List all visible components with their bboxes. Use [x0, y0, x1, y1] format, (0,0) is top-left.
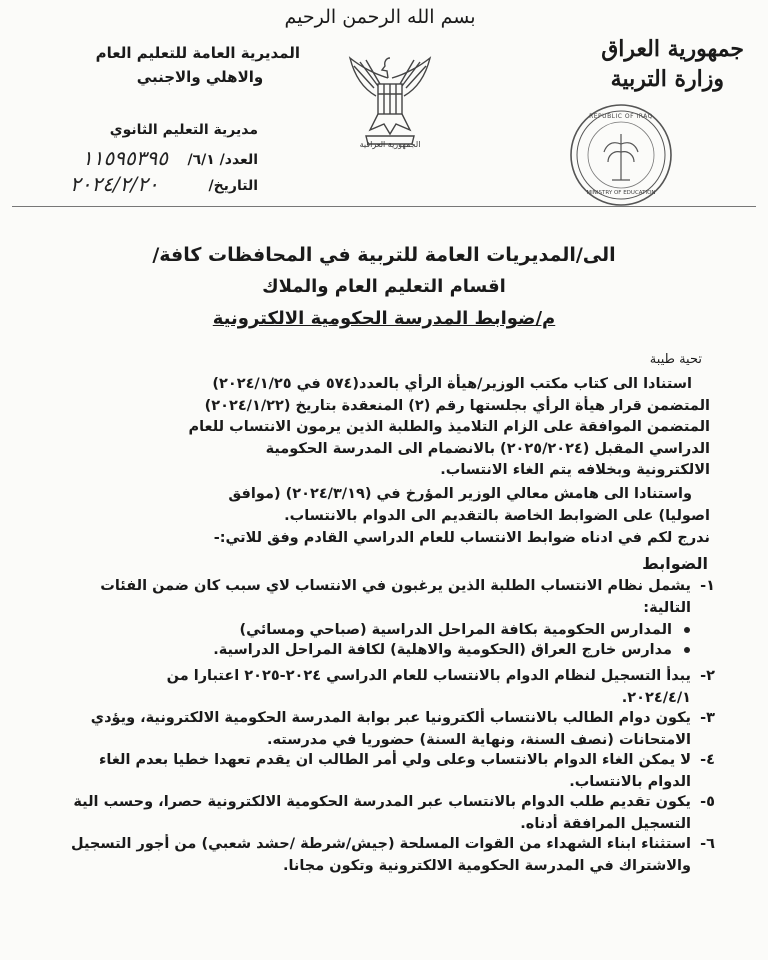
greeting: تحية طيبة [649, 352, 702, 367]
date-label: التاريخ/ [208, 178, 258, 194]
rule-text: استثناء ابناء الشهداء من القوات المسلحة (جيش/شرطة /حشد شعبي) من أجور التسجيل [71, 836, 691, 852]
rule-number: ١- [700, 578, 715, 594]
rule-text: التالية: [643, 599, 691, 616]
paragraph-3 [60, 528, 710, 550]
rule-text: والاشتراك في المدرسة الحكومية الالكترونية وتكون مجانا. [282, 857, 691, 874]
header-divider [12, 206, 756, 207]
rule-number: ٤- [700, 752, 715, 768]
rule-text: التسجيل المرافقة أدناه. [520, 815, 691, 832]
directorate-line2: والاهلي والاجنبي [136, 68, 264, 86]
paragraph-2-line: اصوليا) على الضوابط الخاصة بالتقديم الى الدوام بالانتساب. [284, 507, 710, 524]
seal-top-text: REPUBLIC OF IRAQ [589, 113, 653, 120]
rule-item-4 [55, 750, 715, 793]
rule-text: الامتحانات (نصف السنة، ونهاية السنة) حضوريا في مدرسته. [266, 731, 691, 748]
paragraph-1-line: الالكترونية وبخلافه يتم الغاء الانتساب. [440, 462, 710, 478]
rule-item-5 [55, 792, 715, 835]
paragraph-1-line: المتضمن الموافقة على الزام التلاميذ والطلبة الذين يرمون الانتساب للعام [188, 419, 710, 435]
paragraph-3-line: ندرج لكم في ادناه ضوابط الانتساب للعام الدراسي القادم وفق للاتي:- [213, 530, 710, 546]
rules-title: الضوابط [642, 554, 708, 573]
paragraph-1-line: الدراسي المقبل (٢٠٢٥/٢٠٢٤) بالانضمام الى المدرسة الحكومية [265, 440, 710, 457]
rule-text: يكون دوام الطالب بالانتساب ألكترونيا عبر بوابة المدرسة الحكومية الالكترونية، ويؤدي [90, 710, 691, 726]
number-value: ١١٥٩٥٣٩٥ [82, 146, 168, 170]
rule-item-2 [55, 666, 715, 709]
paragraph-2-line: واستنادا الى هامش معالي الوزير المؤرخ في (٢٠٢٤/٣/١٩) (موافق [228, 486, 692, 502]
paragraph-2 [60, 484, 710, 527]
rule-item-1 [55, 576, 715, 619]
rule-number: ٢- [700, 668, 715, 684]
country-name: جمهورية العراق [601, 36, 744, 62]
addressee-line1: الى/المديريات العامة للتربية في المحافظات كافة/ [152, 244, 616, 266]
subject-line: م/ضوابط المدرسة الحكومية الالكترونية [212, 308, 556, 329]
seal-bottom-text: MINISTRY OF EDUCATION [586, 190, 656, 196]
bullet-icon [684, 627, 690, 633]
directorate-line1: المديرية العامة للتعليم العام [95, 44, 300, 62]
rule-number: ٣- [700, 710, 715, 726]
emblem-caption: الجمهورية العراقية [359, 140, 421, 149]
iraq-emblem-icon [340, 44, 440, 154]
sub-directorate: مديرية التعليم الثانوي [109, 122, 258, 138]
paragraph-1-line: استنادا الى كتاب مكتب الوزير/هيأة الرأي بالعدد(٥٧٤ في ٢٠٢٤/١/٢٥) [212, 376, 692, 392]
paragraph-1-line: المتضمن قرار هيأة الرأي بجلستها رقم (٢) المنعقدة بتاريخ (٢٠٢٤/١/٢٢) [204, 397, 710, 414]
rule-text: لا يمكن الغاء الدوام بالانتساب وعلى ولي أمر الطالب ان يقدم تعهدا خطيا بعدم الغاء [99, 752, 691, 768]
rule-item-6 [55, 834, 715, 877]
rule-text: ٢٠٢٤/٤/١. [621, 689, 691, 706]
bullet-item [80, 642, 690, 658]
rule-item-3 [55, 708, 715, 751]
date-value: ٢٠٢٤/٢/٢٠ [70, 172, 159, 196]
rule-text: يبدأ التسجيل لنظام الدوام بالانتساب للعام الدراسي ٢٠٢٤-٢٠٢٥ اعتبارا من [166, 668, 691, 684]
rule-text: يشمل نظام الانتساب الطلبة الذين يرغبون في الانتساب لاي سبب كان ضمن الفئات [100, 578, 691, 594]
rule-number: ٦- [700, 836, 715, 852]
bullet-icon [684, 647, 690, 653]
rule-text: الدوام بالانتساب. [569, 773, 691, 790]
ministry-name: وزارة التربية [610, 66, 724, 92]
basmala: بسم الله الرحمن الرحيم [284, 6, 476, 28]
ministry-seal [566, 100, 676, 210]
rule-text: يكون تقديم طلب الدوام بالانتساب عبر المدرسة الحكومية الالكترونية حصرا، وحسب الية [73, 794, 691, 810]
bullet-item [80, 622, 690, 638]
addressee-line2: اقسام التعليم العام والملاك [262, 276, 506, 297]
number-label: العدد/ ٦/١/ [187, 152, 258, 168]
bullet-text: المدارس الحكومية بكافة المراحل الدراسية (صباحي ومسائي) [239, 622, 672, 638]
rule-number: ٥- [700, 794, 715, 810]
bullet-text: مدارس خارج العراق (الحكومية والاهلية) لكافة المراحل الدراسية. [213, 642, 672, 658]
paragraph-1 [60, 374, 710, 482]
